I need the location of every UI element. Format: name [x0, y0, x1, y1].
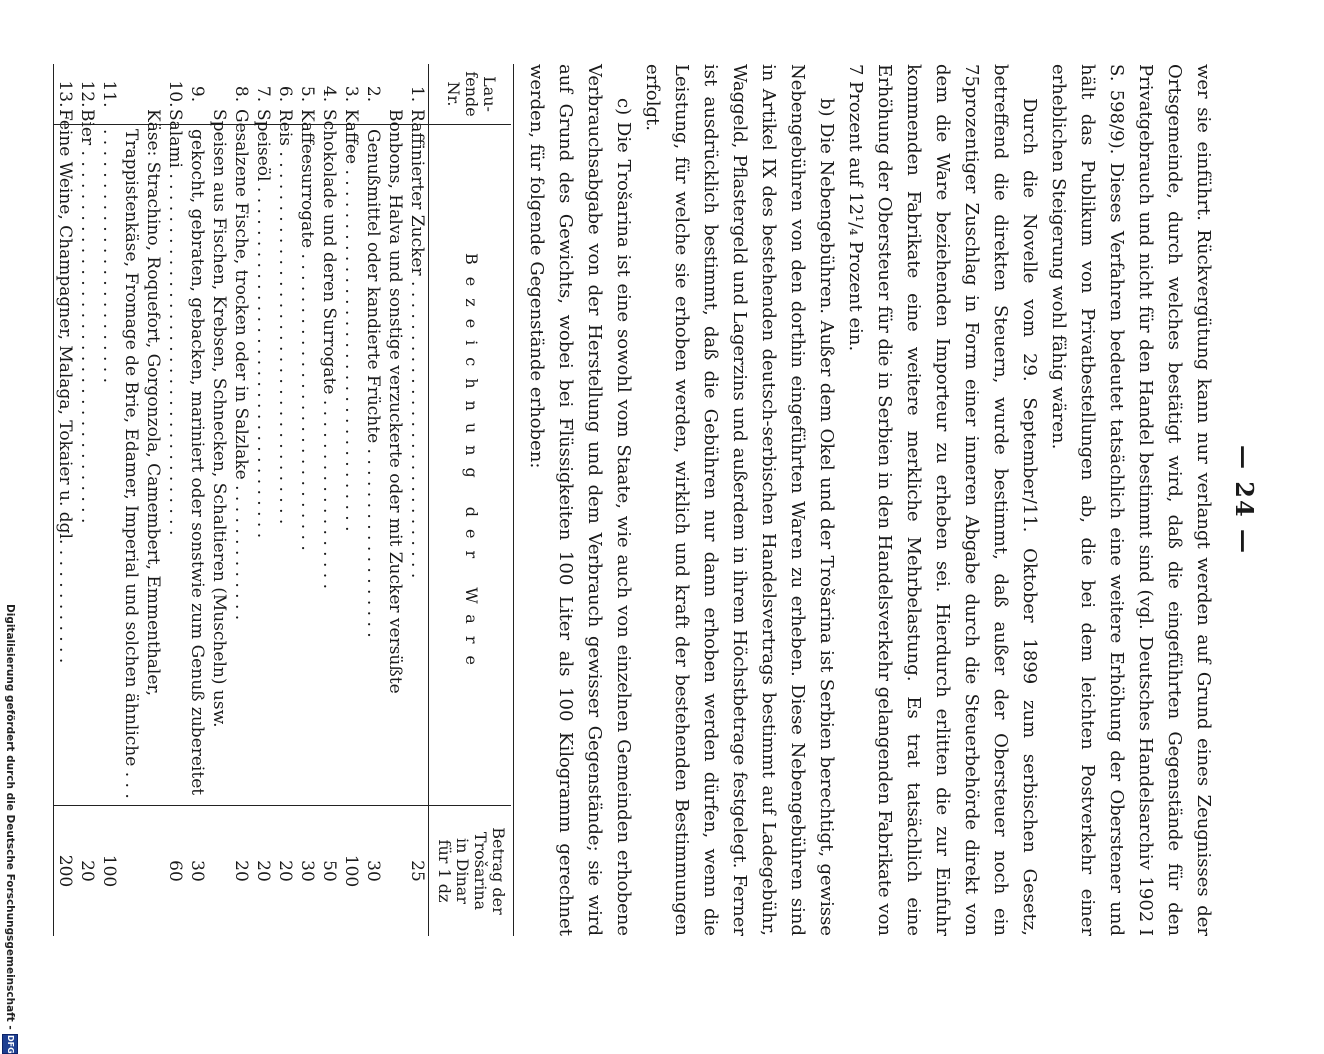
paragraph-nebengebuehren: b) Die Nebengebühren. Außer dem Okel und der Trošarina ist Serbien berechtigt, gewisse Nebengebühren von den dorthin eingeführten Waren zu erheben. Diese Nebengebühren sind in Artikel IX des bestehenden deutsch-serbischen Handelsvertrags bestimmt auf Ladegebühr, Waggeld, Pflastergeld und Lagerzins und außerdem in ihrem Höchstbetrage festgelegt. Ferner ist ausdrücklich bestimmt, daß die Gebühren nur dann erhoben werden dürfen, wenn die Leistung, für welche sie erhoben werden, wirklich und kraft der bestehenden Bestimmungen erfolgt. [642, 64, 837, 936]
row-rate: 20 [231, 860, 251, 882]
table-row [252, 64, 274, 936]
row-description: Schokolade und deren Surrogate . . . . . . . . . . . . . . . . . . [318, 125, 340, 806]
row-rate: 100 [99, 854, 119, 888]
table-row [274, 64, 296, 936]
row-rate: 60 [165, 860, 185, 882]
row-rate: 100 [341, 854, 361, 888]
row-rate: 30 [187, 860, 207, 882]
rotated-book-page [55, 20, 1262, 980]
dfg-logo-icon: DFG [2, 1034, 18, 1054]
header-tax-amount-text: Betrag der Trošarina in Dinar für 1 dz [435, 827, 508, 915]
row-description: Kaffee . . . . . . . . . . . . . . . . . . . . . . . . . . . . . . . . . . [340, 125, 362, 806]
row-number: 3. [341, 85, 361, 103]
table-row [76, 64, 98, 936]
header-goods-designation: Bezeichnung der Ware [429, 125, 512, 806]
table-row [406, 64, 429, 936]
row-description: Raffinierter Zucker . . . . . . . . . . . . . . . . . . . . . . . . . . . . [406, 125, 429, 806]
table-row [54, 64, 76, 936]
row-rate: 20 [77, 860, 97, 882]
row-description: Salami . . . . . . . . . . . . . . . . . . . . . . . . . . . . . . . . . . [164, 125, 186, 806]
row-number: 12. [77, 80, 97, 108]
row-description: Speiseöl . . . . . . . . . . . . . . . . . . . . . . . . . . . . . . . . . [252, 125, 274, 806]
row-number: 11. [99, 80, 119, 108]
row-number: 1. [407, 85, 427, 103]
row-number: 6. [275, 85, 295, 103]
row-number: 9. [187, 85, 207, 103]
header-running-number [429, 64, 512, 125]
row-number: 7. [253, 85, 273, 103]
row-rate: 200 [55, 854, 75, 888]
paragraph-refund: wer sie einführt. Rückvergütung kann nur verlangt werden auf Grund eines Zeugnisses der Ortsgemeinde, durch welches bestätigt wird, daß die eingeführten Gegenstände für den Privatgebrauch und nicht für den Handel bestimmt sind (vgl. Deutsches Handelsarchiv 1902 I S. 598/9). Dieses Verfahren bedeutet tatsächlich eine weitere Erhöhung der Oberstener und hält das Publikum von Privatbestellungen ab, die bei dem leichten Postverkehr einer erheblichen Steigerung wohl fähig wären. [1048, 64, 1214, 936]
row-number: 13. [55, 80, 75, 108]
table-row [362, 64, 406, 936]
row-rate: 25 [407, 860, 427, 882]
table-header-row [429, 64, 512, 936]
row-description: Bier . . . . . . . . . . . . . . . . . . . . . . . . . . . . . . . . . . . [76, 125, 98, 806]
row-description: Gesalzene Fische, trocken oder in Salzlake . . . . . . . . . . . . . [230, 125, 252, 806]
row-description: Feine Weine, Champagner, Malaga, Tokaier u. dgl. . . . . . . . . . . . [54, 125, 76, 806]
row-description: Käse: Strachino, Roquefort, Gorgonzola, Camembert, Emmenthaler, Trappistenkäse, Fromage de Brie, Edamer, Imperial und solchen ähnliche . . . . . . . . . . . . . . . . . . . . . . . . . . . [98, 125, 164, 806]
row-rate: 50 [319, 860, 339, 882]
paragraph-novelle: Durch die Novelle vom 29. September/11. Oktober 1899 zum serbischen Gesetz, betreffend die direkten Steuern, wurde bestimmt, daß außer der Obersteuer noch ein 75prozentiger Zuschlag in Form einer inneren Abgabe durch die Steuerbehörde direkt von dem die Ware beziehenden Importeur zu erheben sei. Hierdurch erlitten die zur Einfuhr kommenden Fabrikate eine weitere merkliche Mehrbelastung. Es trat tatsächlich eine Erhöhung der Obersteuer für die in Serbien in den Handelsverkehr gelangenden Fabrikate von 7 Prozent auf 12¹/₄ Prozent ein. [845, 64, 1040, 936]
row-number: 8. [231, 85, 251, 103]
table-row [340, 64, 362, 936]
page-number: — 24 — [1230, 444, 1259, 556]
table-row [230, 64, 252, 936]
table-row [186, 64, 230, 936]
table-row [318, 64, 340, 936]
table-top-rule [513, 64, 514, 936]
digitization-credit [2, 604, 18, 1054]
row-description: Speisen aus Fischen, Krebsen, Schnecken, Schaltieren (Muscheln) usw. gekocht, gebraten, gebacken, mariniert oder sonstwie zum Genuß zubereitet [186, 125, 230, 806]
row-description: Reis . . . . . . . . . . . . . . . . . . . . . . . . . . . . . . . . . . . [274, 125, 296, 806]
row-number: 2. [363, 85, 383, 103]
paragraph-trosarina: c) Die Trošarina ist eine sowohl vom Staate, wie auch von einzelnen Gemeinden erhobene Verbrauchsabgabe von der Herstellung und dem Verbrauch gewisser Gegenstände; sie wird auf Grund des Gewichts, wobei bei Flüssigkeiten 100 Liter als 100 Kilogramm gerechnet werden, für folgende Gegenstände erhoben: [526, 64, 634, 936]
row-rate: 20 [275, 860, 295, 882]
row-number: 5. [297, 85, 317, 103]
trosarina-tariff-table [54, 64, 511, 936]
header-running-number-text: Lau- fende Nr. [444, 71, 499, 117]
row-number: 10. [165, 80, 185, 108]
table-row [98, 64, 164, 936]
table-row [164, 64, 186, 936]
row-number: 4. [319, 85, 339, 103]
digitization-credit-text: Digitalisierung gefördert durch die Deutsche Forschungsgemeinschaft - [4, 604, 16, 1030]
header-tax-amount [429, 806, 512, 937]
table-row [296, 64, 318, 936]
row-rate: 30 [363, 860, 383, 882]
row-description: Bonbons, Halva und sonstige verzuckerte oder mit Zucker versüßte Genußmittel oder kandierte Früchte . . . . . . . . . . . . . . . . . . [362, 125, 406, 806]
row-description: Kaffeesurrogate . . . . . . . . . . . . . . . . . . . . . . . . . . . . [296, 125, 318, 806]
row-rate: 20 [253, 860, 273, 882]
row-rate: 30 [297, 860, 317, 882]
